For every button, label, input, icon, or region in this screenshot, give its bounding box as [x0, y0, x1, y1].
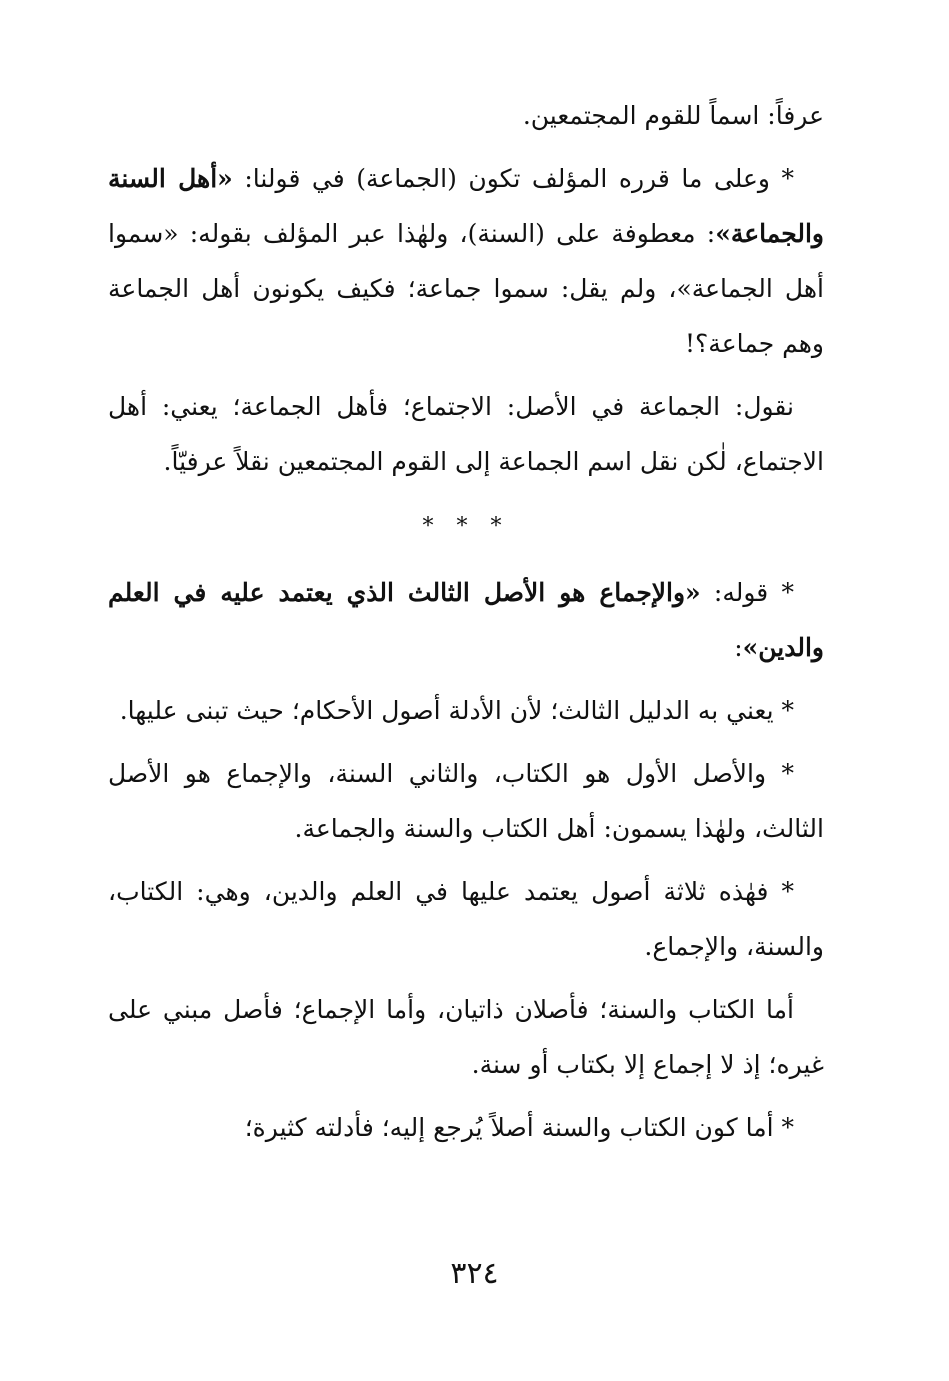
paragraph-2-intro: * وعلى ما قرره المؤلف تكون (الجماعة) في قولنا: — [232, 164, 794, 193]
paragraph-9 — [108, 1100, 824, 1155]
paragraph-4-colon: : — [734, 633, 743, 662]
paragraph-4-quote: «والإجماع هو الأصل الثالث الذي يعتمد عليه في العلم والدين» — [108, 578, 824, 662]
paragraph-9-text: * أما كون الكتاب والسنة أصلاً يُرجع إليه؛ فأدلته كثيرة؛ — [244, 1113, 794, 1142]
paragraph-2 — [108, 151, 824, 371]
paragraph-1 — [108, 88, 824, 143]
paragraph-2-rest: : معطوفة على (السنة)، ولهٰذا عبر المؤلف بقوله: «سموا أهل الجماعة»، ولم يقل: سموا جماعة؛ فكيف يكونون أهل الجماعة وهم جماعة؟! — [108, 219, 824, 358]
paragraph-6-text: * والأصل الأول هو الكتاب، والثاني السنة، والإجماع هو الأصل الثالث، ولهٰذا يسمون: أهل الكتاب والسنة والجماعة. — [108, 759, 824, 843]
paragraph-1-text: عرفاً: اسماً للقوم المجتمعين. — [522, 101, 824, 130]
paragraph-2-quote: «أهل السنة والجماعة» — [108, 164, 824, 248]
paragraph-4-intro: * قوله: — [700, 578, 794, 607]
paragraph-3-text: نقول: الجماعة في الأصل: الاجتماع؛ فأهل الجماعة؛ يعني: أهل الاجتماع، لٰكن نقل اسم الجماعة إلى القوم المجتمعين نقلاً عرفيّاً. — [108, 392, 824, 476]
paragraph-8 — [108, 982, 824, 1092]
paragraph-5-text: * يعني به الدليل الثالث؛ لأن الأدلة أصول الأحكام؛ حيث تبنى عليها. — [119, 696, 794, 725]
paragraph-8-text: أما الكتاب والسنة؛ فأصلان ذاتيان، وأما الإجماع؛ فأصل مبني على غيره؛ إذ لا إجماع إلا بكتاب أو سنة. — [108, 995, 824, 1079]
paragraph-4 — [108, 565, 824, 675]
paragraph-7-text: * فهٰذه ثلاثة أصول يعتمد عليها في العلم والدين، وهي: الكتاب، والسنة، والإجماع. — [108, 877, 824, 961]
paragraph-3 — [108, 379, 824, 489]
paragraph-5 — [108, 683, 824, 738]
paragraph-7 — [108, 864, 824, 974]
page-body — [108, 88, 824, 1163]
section-divider: * * * — [422, 514, 510, 539]
page-number: ٣٢٤ — [450, 1256, 499, 1291]
paragraph-6 — [108, 746, 824, 856]
